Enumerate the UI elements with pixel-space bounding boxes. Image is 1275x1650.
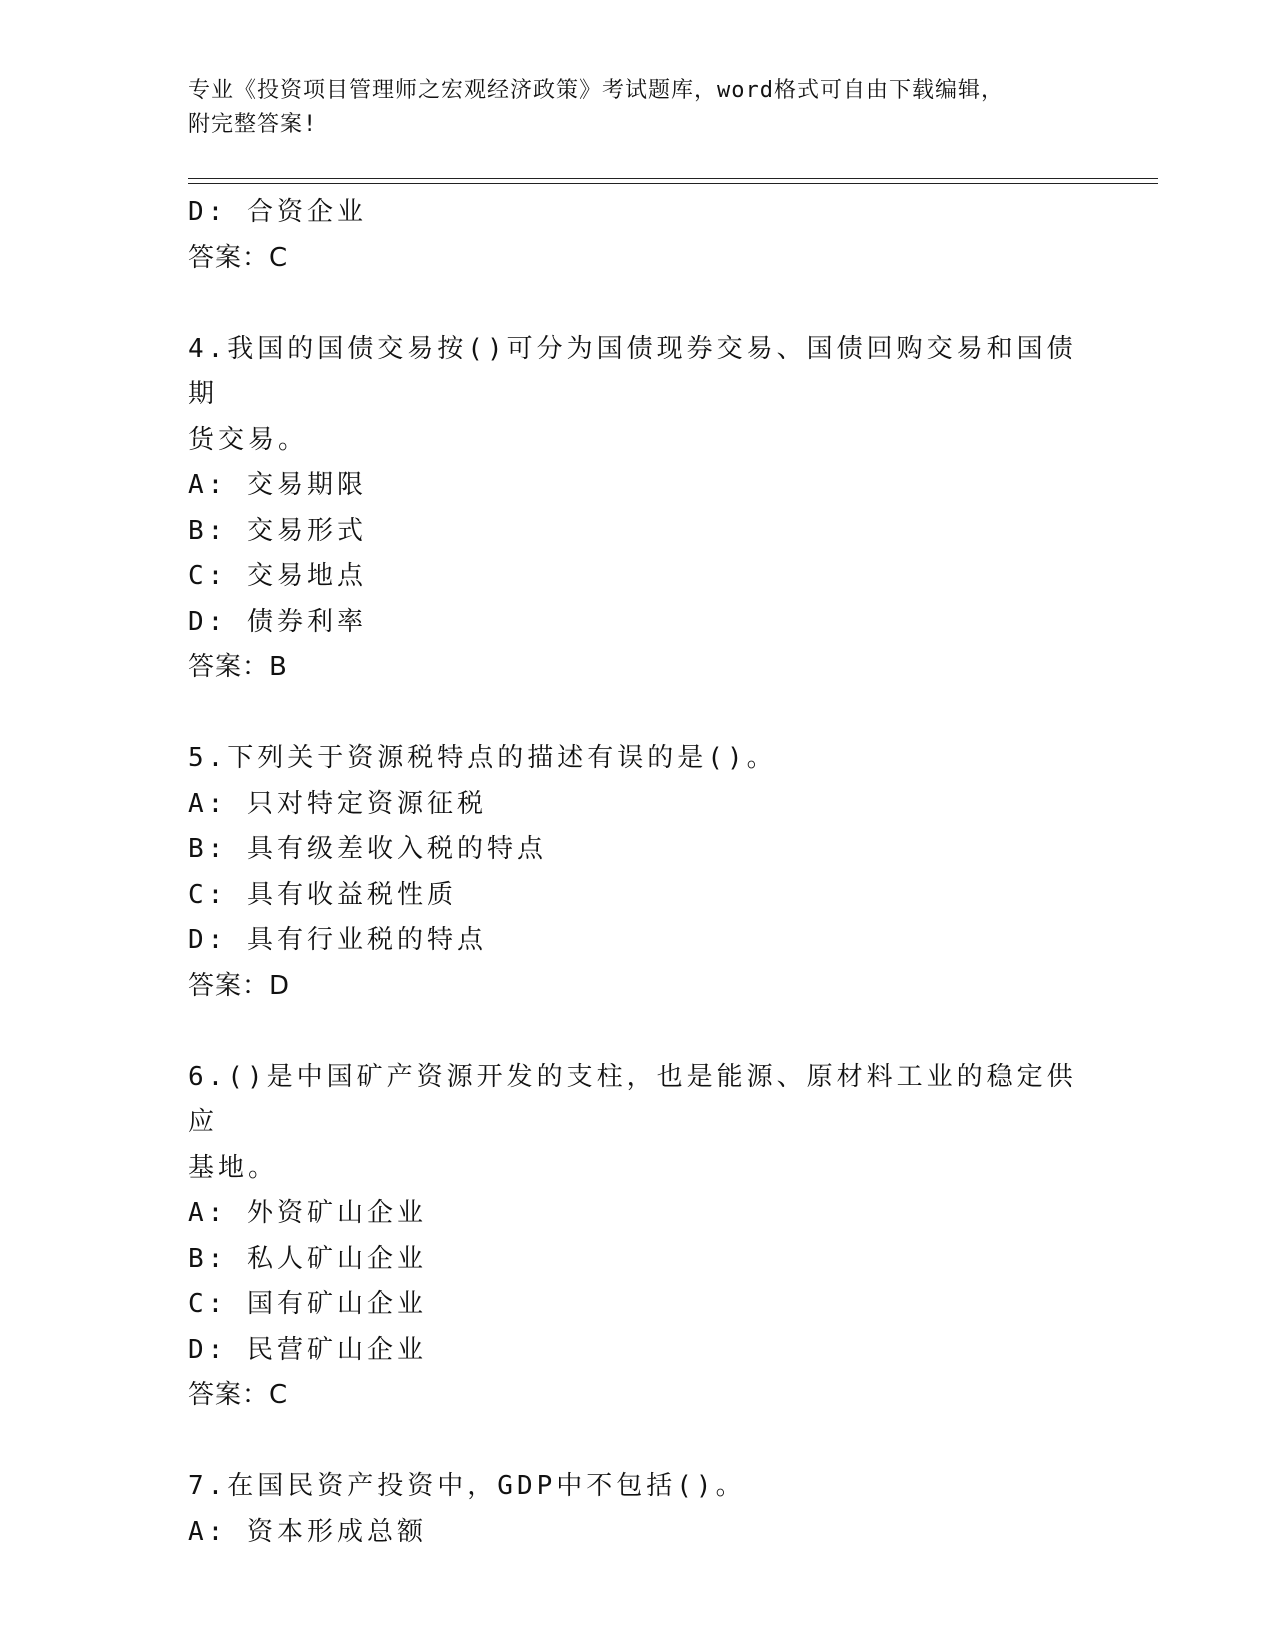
answer: 答案：C [188,1380,289,1410]
question-stem-line-2: 基地。 [188,1152,279,1183]
question-7 [188,1464,1088,1555]
document-header [188,74,1088,142]
option-c: C: 具有收益税性质 [188,879,457,910]
question-4 [188,327,1088,691]
question-stem-line-1: 4.我国的国债交易按()可分为国债现券交易、国债回购交易和国债期 [188,333,1077,409]
question-stem-line-2: 货交易。 [188,424,309,455]
question-5 [188,736,1088,1009]
header-rule-bottom [188,183,1158,184]
option-b: B: 交易形式 [188,515,367,546]
option-c: C: 国有矿山企业 [188,1289,427,1319]
carryover-block [188,190,1088,281]
question-stem-line-1: 6.()是中国矿产资源开发的支柱，也是能源、原材料工业的稳定供应 [188,1061,1077,1137]
answer: 答案：D [188,970,291,1001]
option-a: A: 资本形成总额 [188,1516,427,1547]
option-c: C: 交易地点 [188,561,367,591]
header-rule-top [188,178,1158,179]
option-d: D: 合资企业 [188,197,367,227]
option-d: D: 债券利率 [188,606,367,637]
option-a: A: 外资矿山企业 [188,1198,427,1228]
answer: 答案：C [188,242,289,273]
question-6 [188,1055,1088,1419]
option-d: D: 民营矿山企业 [188,1334,427,1365]
option-b: B: 具有级差收入税的特点 [188,834,547,864]
document-body [188,190,1088,1555]
option-d: D: 具有行业税的特点 [188,925,487,955]
option-a: A: 交易期限 [188,470,367,500]
answer: 答案：B [188,652,288,682]
question-stem-line-1: 5.下列关于资源税特点的描述有误的是()。 [188,743,777,773]
option-a: A: 只对特定资源征税 [188,788,487,819]
question-stem-line-1: 7.在国民资产投资中，GDP中不包括()。 [188,1471,746,1501]
header-line-1: 专业《投资项目管理师之宏观经济政策》考试题库，word格式可自由下载编辑， [188,78,1004,103]
option-b: B: 私人矿山企业 [188,1243,427,1274]
header-line-2: 附完整答案! [188,112,318,137]
